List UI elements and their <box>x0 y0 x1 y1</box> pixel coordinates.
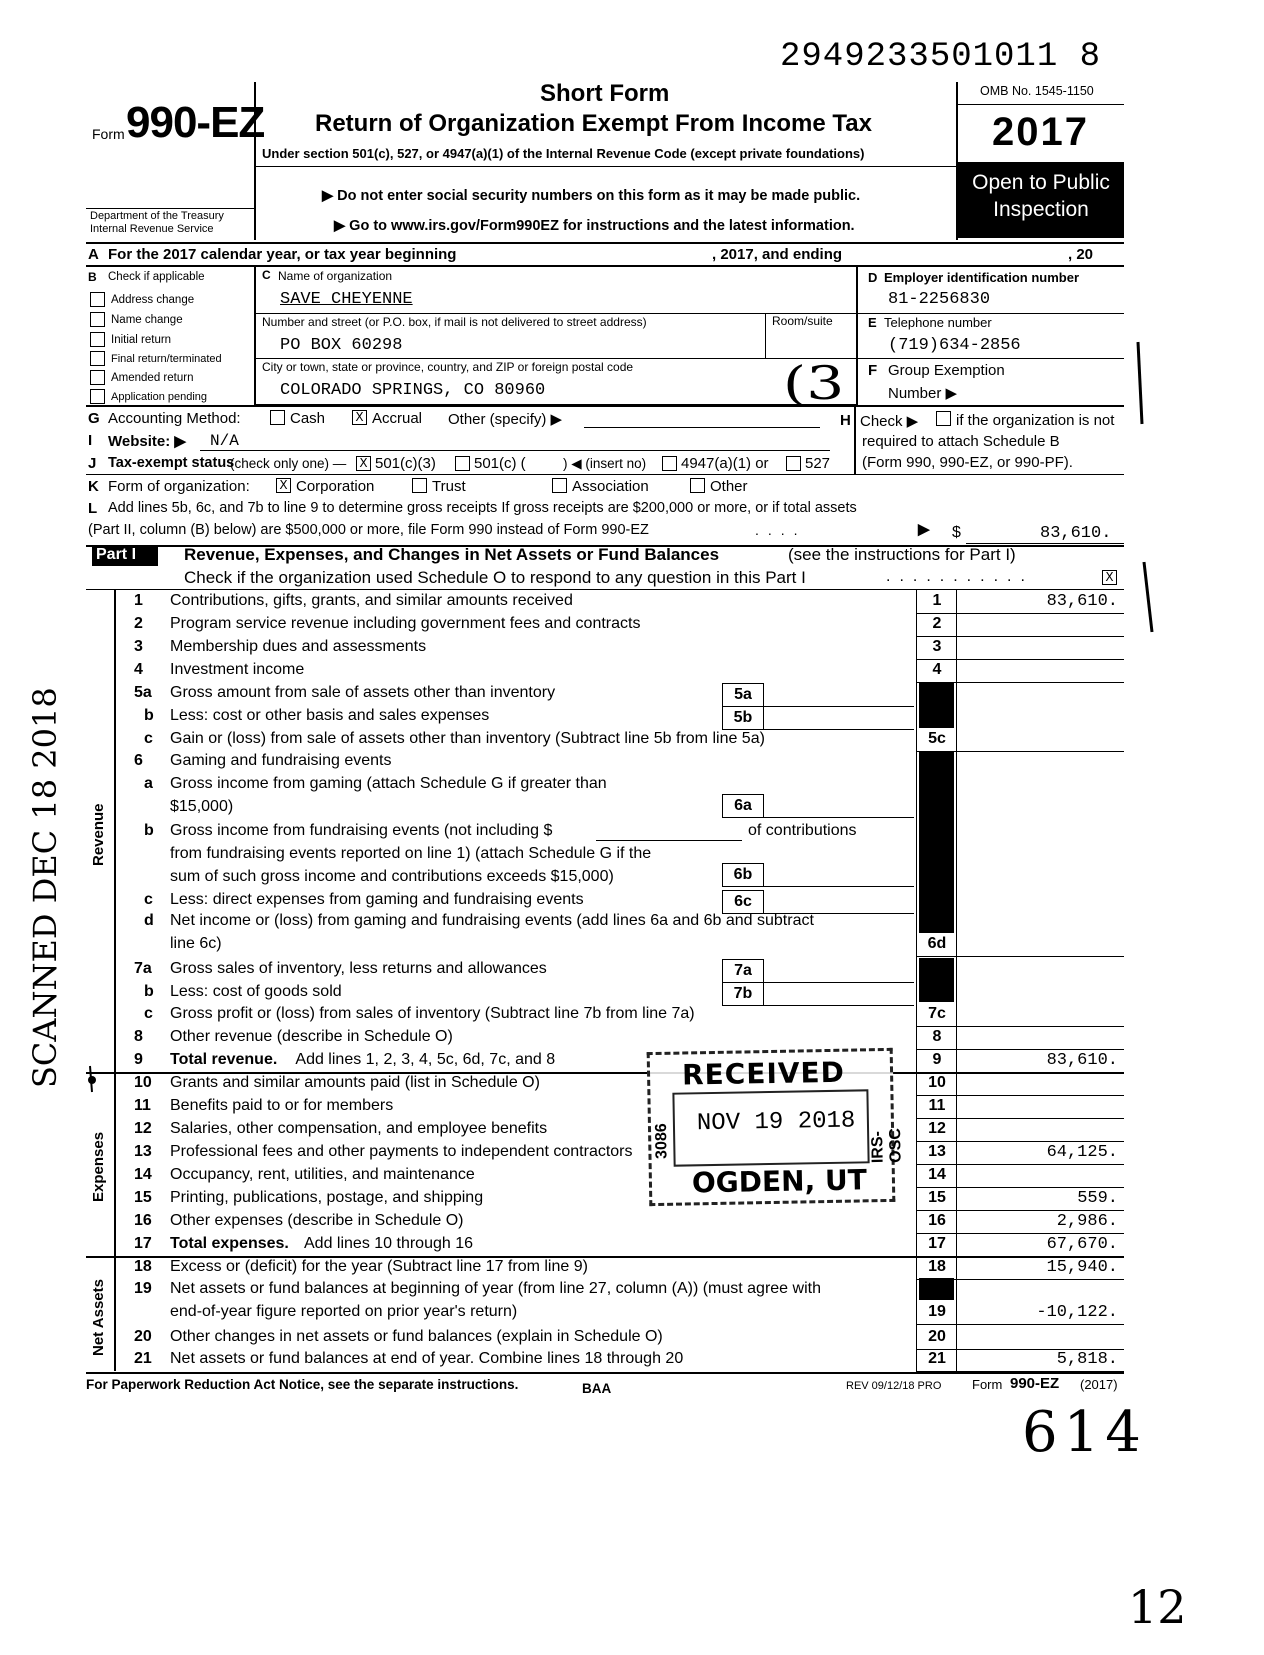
stamp-received-text: RECEIVED <box>681 1055 846 1092</box>
amount-1[interactable]: 83,610. <box>1046 592 1118 611</box>
line-text-l13: Professional fees and other payments to independent contractors <box>170 1143 633 1160</box>
line-h-check: Check ▶ <box>860 413 919 430</box>
ein-title: Employer identification number <box>884 270 1080 285</box>
box-number-7c: 7c <box>928 1005 946 1022</box>
subfield-7b[interactable] <box>764 1005 914 1006</box>
line-h-text: if the organization is not <box>956 412 1115 429</box>
room-suite-label: Room/suite <box>772 314 833 328</box>
stamp-city: OGDEN, UT <box>691 1163 868 1200</box>
501c3-checkbox[interactable]: X <box>356 456 371 471</box>
subfield-6a[interactable] <box>764 817 914 818</box>
cash-checkbox[interactable] <box>270 410 285 425</box>
line-g-label: G <box>88 410 100 427</box>
part1-check-dots: ........... <box>886 568 1034 585</box>
room-divider <box>765 313 766 358</box>
line-number-l6c: c <box>144 891 153 908</box>
dept-irs: Internal Revenue Service <box>90 223 214 235</box>
e-line <box>856 358 1124 359</box>
line-h-label: H <box>840 412 851 429</box>
box-number-18: 18 <box>928 1258 946 1275</box>
box-number-19: 19 <box>928 1303 946 1320</box>
line-text-l5a: Gross amount from sale of assets other than inventory <box>170 684 556 701</box>
line-number-l15: 15 <box>134 1189 152 1206</box>
header-bottom-line <box>86 242 1124 244</box>
website-value[interactable]: N/A <box>210 432 239 450</box>
row-line-11 <box>916 1118 1124 1119</box>
other-org-checkbox[interactable] <box>690 478 705 493</box>
dept-treasury: Department of the Treasury <box>90 210 224 222</box>
line-l-dots: .... <box>755 522 807 538</box>
line-text-l1: Contributions, gifts, grants, and similar amounts received <box>170 592 573 609</box>
initial-return-checkbox[interactable] <box>90 332 105 347</box>
line-text2-l6a: $15,000) <box>170 798 234 815</box>
line-number-l21: 21 <box>134 1350 152 1367</box>
part1-title: Revenue, Expenses, and Changes in Net Assets or Fund Balances <box>184 545 720 564</box>
row-line-19 <box>916 1324 1124 1325</box>
line-number-l13: 13 <box>134 1143 152 1160</box>
city-label: City or town, state or province, country, and ZIP or foreign postal code <box>262 360 634 374</box>
line-number-l7b: b <box>144 983 154 1000</box>
section-b-label: B <box>88 270 97 284</box>
city-value[interactable]: COLORADO SPRINGS, CO 80960 <box>280 381 546 400</box>
stamp-left-code: 3086 <box>652 1123 671 1160</box>
line-number-l4: 4 <box>134 661 143 678</box>
line-number-l2: 2 <box>134 615 143 632</box>
tax-exempt-label: Tax-exempt status <box>108 455 235 471</box>
subbox-7a: 7a <box>722 959 764 983</box>
line-number-l12: 12 <box>134 1120 152 1137</box>
omb-line <box>956 104 1124 105</box>
subbox-5a: 5a <box>722 683 764 707</box>
section-divider-0 <box>86 1072 1124 1074</box>
box-col-right <box>956 589 957 1371</box>
l-value-line <box>966 543 1124 544</box>
subbox-6c: 6c <box>722 890 764 914</box>
line-number-l5b: b <box>144 707 154 724</box>
fundraising-contrib-field[interactable] <box>596 840 742 841</box>
line-l-text1: Add lines 5b, 6c, and 7b to line 9 to determine gross receipts If gross receipts are $200,000 or more, or if total assets <box>108 500 857 516</box>
footer-paperwork: For Paperwork Reduction Act Notice, see the separate instructions. <box>86 1377 519 1392</box>
line-text3-l6b: sum of such gross income and contributions exceeds $15,000) <box>170 868 614 885</box>
telephone-value[interactable]: (719)634-2856 <box>888 336 1021 355</box>
part1-tag: Part I <box>96 546 137 563</box>
line-text-l18: Excess or (deficit) for the year (Subtract line 17 from line 9) <box>170 1258 588 1275</box>
title-main: Return of Organization Exempt From Income Tax <box>315 110 872 137</box>
subfield-7a[interactable] <box>764 982 914 983</box>
527-label: 527 <box>805 455 831 472</box>
handwritten-614: 614 <box>1022 1400 1147 1465</box>
group-exemption-number: Number ▶ <box>888 385 958 402</box>
corporation-label: Corporation <box>296 478 375 495</box>
line-text-l6d: Net income or (loss) from gaming and fundraising events (add lines 6a and 6b and subtract <box>170 912 814 929</box>
side-label-revenue: Revenue <box>90 803 107 866</box>
box-number-16: 16 <box>928 1212 946 1229</box>
subbox-6a: 6a <box>722 794 764 818</box>
501c3-label: 501(c)(3) <box>375 455 436 472</box>
row-line-10 <box>916 1095 1124 1096</box>
row-line-6d <box>916 956 1124 957</box>
amount-16[interactable]: 2,986. <box>1056 1212 1118 1231</box>
box-number-12: 12 <box>928 1120 946 1137</box>
line-text-l7c: Gross profit or (loss) from sales of inventory (Subtract line 7b from line 7a) <box>170 1005 695 1022</box>
line-text-l21: Net assets or fund balances at end of year. Combine lines 18 through 20 <box>170 1350 684 1367</box>
line-text-l3: Membership dues and assessments <box>170 638 427 655</box>
line-l-arrow: ▶ <box>918 521 930 538</box>
association-label: Association <box>572 478 649 495</box>
j-bottom-line <box>86 474 1124 475</box>
row-line-13 <box>916 1164 1124 1165</box>
omb-number: OMB No. 1545-1150 <box>980 84 1094 98</box>
h-divider <box>854 406 856 474</box>
4947-label: 4947(a)(1) or <box>681 455 769 472</box>
section-divider-1 <box>86 1256 1124 1258</box>
line-text-end-l6b: of contributions <box>748 822 857 839</box>
row-line-14 <box>916 1187 1124 1188</box>
footer-baa: BAA <box>582 1381 612 1396</box>
line-text-l20: Other changes in net assets or fund balances (explain in Schedule O) <box>170 1328 663 1345</box>
section-e-label: E <box>868 315 877 330</box>
501c-checkbox[interactable] <box>455 456 470 471</box>
box-number-2: 2 <box>932 615 942 632</box>
line-number-l10: 10 <box>134 1074 152 1091</box>
received-stamp <box>647 1048 905 1206</box>
line-k-label: K <box>88 478 99 495</box>
subbox-6b: 6b <box>722 863 764 887</box>
box-number-20: 20 <box>928 1328 946 1345</box>
subbox-7b: 7b <box>722 982 764 1006</box>
part1-title-note: (see the instructions for Part I) <box>788 545 1016 564</box>
line-l-label: L <box>88 500 98 517</box>
line-number-l3: 3 <box>134 638 143 655</box>
line-number-l6a: a <box>144 775 153 792</box>
subtitle-line <box>254 166 956 167</box>
line-text-l6a: Gross income from gaming (attach Schedule G if greater than <box>170 775 607 792</box>
line-number-l11: 11 <box>134 1097 151 1114</box>
line-i-label: I <box>88 432 93 449</box>
trust-checkbox[interactable] <box>412 478 427 493</box>
telephone-title: Telephone number <box>884 315 992 330</box>
line-l-text2: (Part II, column (B) below) are $500,000 or more, file Form 990 instead of Form 990-EZ <box>88 522 649 538</box>
form-of-org-label: Form of organization: <box>108 478 250 495</box>
amount-15[interactable]: 559. <box>1077 1189 1118 1208</box>
amount-9[interactable]: 83,610. <box>1046 1051 1118 1070</box>
address-change-checkbox[interactable] <box>90 292 105 307</box>
dept-line <box>86 208 254 209</box>
line-number-l17: 17 <box>134 1235 152 1252</box>
line-number-l1: 1 <box>134 592 143 609</box>
line-text-l16: Other expenses (describe in Schedule O) <box>170 1212 464 1229</box>
box-number-3: 3 <box>932 638 942 655</box>
line-text2-l6d: line 6c) <box>170 935 222 952</box>
footer-rev: REV 09/12/18 PRO <box>846 1380 942 1392</box>
box-number-6d: 6d <box>927 935 947 952</box>
form-number: 990-EZ <box>126 98 265 147</box>
initial-return-label: Initial return <box>111 334 172 346</box>
notice-website: ▶ Go to www.irs.gov/Form990EZ for instructions and the latest information. <box>334 218 855 234</box>
line-text2-l6b: from fundraising events reported on line 1) (attach Schedule G if the <box>170 845 652 862</box>
side-col-line <box>114 589 116 1371</box>
line-text-l7b: Less: cost of goods sold <box>170 983 342 1000</box>
line-number-l7c: c <box>144 1005 153 1022</box>
box-number-1: 1 <box>932 592 942 609</box>
line-text-l8: Other revenue (describe in Schedule O) <box>170 1028 453 1045</box>
name-change-checkbox[interactable] <box>90 312 105 327</box>
box-number-15: 15 <box>928 1189 946 1206</box>
amended-return-label: Amended return <box>111 372 194 384</box>
shaded-7a-7b <box>919 958 954 1002</box>
header-divider-right <box>956 82 958 240</box>
line-text-l6b: Gross income from fundraising events (not including $ <box>170 822 553 839</box>
application-pending-label: Application pending <box>111 391 208 403</box>
line-number-l6: 6 <box>134 752 143 769</box>
amount-21[interactable]: 5,818. <box>1056 1350 1118 1369</box>
c-line-1 <box>256 313 856 314</box>
line-number-l5c: c <box>144 730 153 747</box>
501c-label: 501(c) ( <box>474 455 526 472</box>
amount-17[interactable]: 67,670. <box>1046 1235 1118 1254</box>
footer-line <box>86 1372 1124 1374</box>
other-specify-field[interactable] <box>584 427 820 428</box>
schedule-b-checkbox[interactable] <box>936 411 951 426</box>
line-number-l6b: b <box>144 822 154 839</box>
line-j-label: J <box>88 455 97 472</box>
name-change-label: Name change <box>111 314 183 326</box>
line-text-l5c: Gain or (loss) from sale of assets other than inventory (Subtract line 5b from line 5a) <box>170 730 765 747</box>
line-text2-l19: end-of-year figure reported on prior year's return) <box>170 1303 518 1320</box>
handwritten-dots <box>84 1062 104 1122</box>
shaded-19 <box>919 1278 954 1300</box>
insert-no-label: ) ◀ (insert no) <box>563 456 647 471</box>
tax-exempt-note: (check only one) — <box>230 456 347 471</box>
accounting-method-label: Accounting Method: <box>108 410 241 427</box>
association-checkbox[interactable] <box>552 478 567 493</box>
website-field <box>200 450 830 451</box>
form-prefix: Form <box>92 126 125 142</box>
section-d-label: D <box>868 270 878 285</box>
subfield-5b[interactable] <box>764 729 914 730</box>
final-return-label: Final return/terminated <box>111 353 222 365</box>
527-checkbox[interactable] <box>786 456 801 471</box>
stamp-right-code: IRS-OSC <box>869 1128 905 1164</box>
box-number-5c: 5c <box>928 730 946 747</box>
address-change-label: Address change <box>111 294 195 306</box>
section-b-title: Check if applicable <box>108 271 205 283</box>
handwritten-63: (3 <box>782 356 845 410</box>
gross-receipts-value[interactable]: 83,610. <box>1040 524 1112 543</box>
d-line <box>856 313 1124 314</box>
line-a-end: , 20 <box>1068 246 1094 263</box>
line-text-l12: Salaries, other compensation, and employee benefits <box>170 1120 548 1137</box>
cash-label: Cash <box>290 410 326 427</box>
street-label: Number and street (or P.O. box, if mail is not delivered to street address) <box>262 315 647 329</box>
ein-value[interactable]: 81-2256830 <box>888 290 991 309</box>
line-text-l14: Occupancy, rent, utilities, and maintenance <box>170 1166 475 1183</box>
line-bold-l9: Total revenue. <box>170 1051 278 1068</box>
accrual-label: Accrual <box>372 410 423 427</box>
amended-return-checkbox[interactable] <box>90 370 105 385</box>
line-text-l4: Investment income <box>170 661 305 678</box>
subfield-5a[interactable] <box>764 706 914 707</box>
box-number-11: 11 <box>928 1097 946 1114</box>
c-line-2 <box>256 358 856 359</box>
accrual-checkbox[interactable]: X <box>352 410 367 425</box>
corporation-checkbox[interactable]: X <box>276 478 291 493</box>
shaded-6-6c <box>919 751 954 933</box>
row-line-2 <box>916 636 1124 637</box>
footer-form: Form <box>972 1377 1003 1392</box>
final-return-checkbox[interactable] <box>90 351 105 366</box>
row-line-3 <box>916 659 1124 660</box>
schedule-o-checkbox[interactable]: X <box>1102 570 1117 585</box>
website-label: Website: ▶ <box>108 433 186 450</box>
tax-year: 2017 <box>992 110 1089 154</box>
line-h-text2: required to attach Schedule B <box>862 433 1060 450</box>
line-number-l8: 8 <box>134 1028 143 1045</box>
other-specify-label: Other (specify) ▶ <box>448 411 563 428</box>
row-line-12 <box>916 1141 1124 1142</box>
footer-form-year: (2017) <box>1080 1377 1118 1392</box>
header-divider-left <box>254 82 256 240</box>
amount-18[interactable]: 15,940. <box>1046 1258 1118 1277</box>
line-number-l19: 19 <box>134 1280 152 1297</box>
footer-form-num: 990-EZ <box>1010 1375 1060 1392</box>
row-line-16 <box>916 1233 1124 1234</box>
handwritten-12: 12 <box>1128 1580 1187 1634</box>
part1-check-text: Check if the organization used Schedule O to respond to any question in this Part I <box>184 568 806 587</box>
application-pending-checkbox[interactable] <box>90 389 105 404</box>
line-text-l15: Printing, publications, postage, and shipping <box>170 1189 484 1206</box>
line-bold-l17: Total expenses. <box>170 1235 289 1252</box>
line-text-l7a: Gross sales of inventory, less returns and allowances <box>170 960 547 977</box>
line-number-l16: 16 <box>134 1212 152 1229</box>
part1-header-line <box>86 589 1124 590</box>
row-line-8 <box>916 1049 1124 1050</box>
handwritten-margin-marks <box>1132 336 1172 636</box>
line-number-l5a: 5a <box>134 684 152 701</box>
c-bottom-line <box>86 405 1124 407</box>
box-number-10: 10 <box>928 1074 946 1091</box>
line-a-text: For the 2017 calendar year, or tax year beginning <box>108 246 457 263</box>
amount-19[interactable]: -10,122. <box>1036 1303 1118 1322</box>
street-value[interactable]: PO BOX 60298 <box>280 336 403 355</box>
stamp-date: NOV 19 2018 <box>696 1107 856 1138</box>
line-text-l17: Add lines 10 through 16 <box>304 1235 474 1252</box>
scanned-stamp: SCANNED DEC 18 2018 <box>26 687 64 1088</box>
box-number-21: 21 <box>928 1350 946 1367</box>
box-number-9: 9 <box>932 1051 942 1068</box>
line-l-currency: $ <box>952 524 961 541</box>
line-h-text3: (Form 990, 990-EZ, or 990-PF). <box>862 454 1073 471</box>
line-text-l6c: Less: direct expenses from gaming and fundraising events <box>170 891 584 908</box>
section-c-label: C <box>262 268 271 282</box>
subtitle: Under section 501(c), 527, or 4947(a)(1) of the Internal Revenue Code (except private foundations) <box>262 146 865 161</box>
inspection-text: Inspection <box>993 198 1089 221</box>
trust-label: Trust <box>432 478 466 495</box>
box-number-14: 14 <box>928 1166 946 1183</box>
line-a-mid: , 2017, and ending <box>712 246 843 263</box>
line-number-l7a: 7a <box>134 960 152 977</box>
line-text-l10: Grants and similar amounts paid (list in Schedule O) <box>170 1074 540 1091</box>
line-text-l2: Program service revenue including government fees and contracts <box>170 615 641 632</box>
shaded-5a-5b <box>919 682 954 728</box>
org-name-value[interactable]: SAVE CHEYENNE <box>280 290 413 309</box>
line-number-l14: 14 <box>134 1166 152 1183</box>
line-number-l6d: d <box>144 912 154 929</box>
box-number-13: 13 <box>928 1143 946 1160</box>
box-col-left <box>916 589 917 1371</box>
box-number-17: 17 <box>928 1235 946 1252</box>
line-text-l19: Net assets or fund balances at beginning of year (from line 27, column (A)) (must agree with <box>170 1280 821 1297</box>
box-number-4: 4 <box>932 661 942 678</box>
dln-number: 2949233501011 8 <box>780 38 1102 76</box>
org-name-label: Name of organization <box>278 269 393 283</box>
line-text-l6: Gaming and fundraising events <box>170 752 392 769</box>
line-text-l11: Benefits paid to or for members <box>170 1097 394 1114</box>
open-to-public-text: Open to Public <box>972 171 1110 194</box>
subfield-6b[interactable] <box>764 886 914 887</box>
group-exemption-title: Group Exemption <box>888 362 1005 379</box>
row-line-7c <box>916 1026 1124 1027</box>
other-org-label: Other <box>710 478 748 495</box>
line-number-l20: 20 <box>134 1328 152 1345</box>
title-short-form: Short Form <box>540 80 670 107</box>
row-line-1 <box>916 613 1124 614</box>
line-number-l18: 18 <box>134 1258 152 1275</box>
subbox-5b: 5b <box>722 706 764 730</box>
line-a-label: A <box>88 246 99 263</box>
row-line-15 <box>916 1210 1124 1211</box>
side-label-net-assets: Net Assets <box>90 1279 107 1356</box>
box-number-8: 8 <box>932 1028 942 1045</box>
line-text-l5b: Less: cost or other basis and sales expenses <box>170 707 490 724</box>
line-text-l9: Add lines 1, 2, 3, 4, 5c, 6d, 7c, and 8 <box>295 1051 556 1068</box>
side-label-expenses: Expenses <box>90 1131 107 1202</box>
section-f-label: F <box>868 362 878 379</box>
amount-13[interactable]: 64,125. <box>1046 1143 1118 1162</box>
line-number-l9: 9 <box>134 1051 143 1068</box>
notice-ssn: ▶ Do not enter social security numbers on this form as it may be made public. <box>322 188 861 204</box>
4947-checkbox[interactable] <box>662 456 677 471</box>
